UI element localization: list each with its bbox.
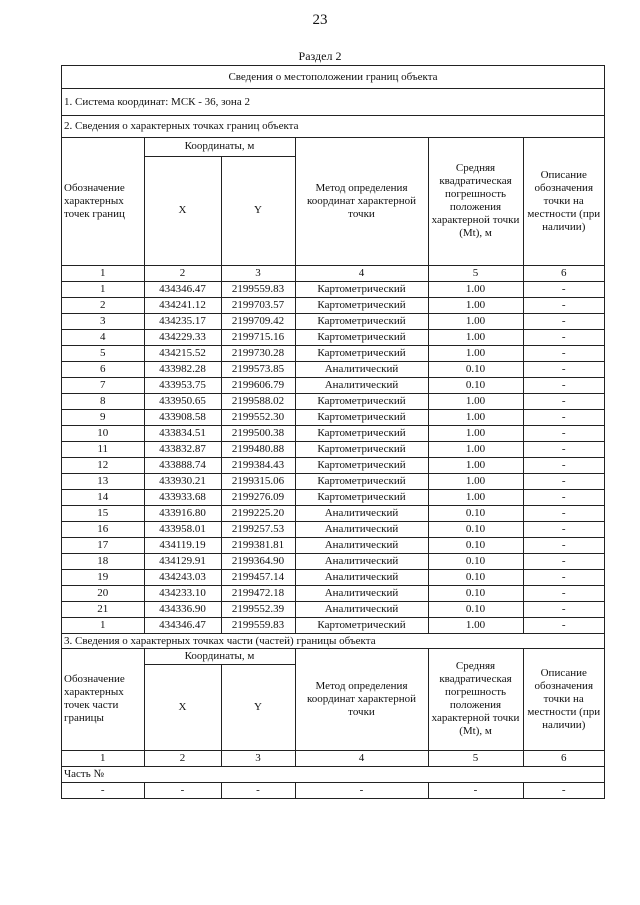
table-row xyxy=(62,281,604,297)
point-number: 9 xyxy=(62,409,144,425)
accuracy: 1.00 xyxy=(428,281,523,297)
method: Картометрический xyxy=(295,617,428,633)
description: - xyxy=(523,617,604,633)
header-y: Y xyxy=(221,665,295,751)
method: Картометрический xyxy=(295,393,428,409)
accuracy: 0.10 xyxy=(428,569,523,585)
point-number: 3 xyxy=(62,313,144,329)
table-row xyxy=(62,617,604,633)
x-coordinate: 433930.21 xyxy=(144,473,221,489)
page-number: 23 xyxy=(312,12,328,28)
header-x: X xyxy=(144,156,221,265)
accuracy: 0.10 xyxy=(428,585,523,601)
header-accuracy: Средняя квадратическая погрешность положения характерной точки (Mt), м xyxy=(428,138,523,265)
part3-title: 3. Сведения о характерных точках части (частей) границы объекта xyxy=(62,634,604,649)
col-number: 3 xyxy=(221,751,295,767)
method: Аналитический xyxy=(295,569,428,585)
x-coordinate: 433953.75 xyxy=(144,377,221,393)
table-row xyxy=(62,553,604,569)
column-number-row xyxy=(62,265,604,281)
description: - xyxy=(523,425,604,441)
header-description: Описание обозначения точки на местности (при наличии) xyxy=(523,649,604,751)
header-accuracy: Средняя квадратическая погрешность положения характерной точки (Mt), м xyxy=(428,649,523,751)
header-method: Метод определения координат характерной точки xyxy=(295,649,428,751)
table-row xyxy=(62,329,604,345)
table-row xyxy=(62,537,604,553)
method: Картометрический xyxy=(295,489,428,505)
point-number: 11 xyxy=(62,441,144,457)
header-method: Метод определения координат характерной точки xyxy=(295,138,428,265)
method: Аналитический xyxy=(295,521,428,537)
method: Аналитический xyxy=(295,377,428,393)
y-coordinate: 2199500.38 xyxy=(221,425,295,441)
description: - xyxy=(523,553,604,569)
method: Картометрический xyxy=(295,457,428,473)
header-coords: Координаты, м xyxy=(144,649,295,665)
accuracy: 1.00 xyxy=(428,473,523,489)
x-coordinate: 434336.90 xyxy=(144,601,221,617)
col-number: 5 xyxy=(428,751,523,767)
description: - xyxy=(523,313,604,329)
method: Картометрический xyxy=(295,313,428,329)
table-row xyxy=(62,585,604,601)
x-coordinate: 434243.03 xyxy=(144,569,221,585)
col-number: 6 xyxy=(523,751,604,767)
accuracy: 0.10 xyxy=(428,521,523,537)
y-coordinate: 2199715.16 xyxy=(221,329,295,345)
accuracy: 1.00 xyxy=(428,617,523,633)
method: Аналитический xyxy=(295,553,428,569)
point-number: 1 xyxy=(62,617,144,633)
point-number: 20 xyxy=(62,585,144,601)
y-coordinate: 2199480.88 xyxy=(221,441,295,457)
x-coordinate: 434129.91 xyxy=(144,553,221,569)
point-number: 6 xyxy=(62,361,144,377)
x-coordinate: 433958.01 xyxy=(144,521,221,537)
point-number: 21 xyxy=(62,601,144,617)
table-row xyxy=(62,473,604,489)
col-number: 5 xyxy=(428,265,523,281)
accuracy: 1.00 xyxy=(428,425,523,441)
description: - xyxy=(523,457,604,473)
table-row xyxy=(62,345,604,361)
col-number: 3 xyxy=(221,265,295,281)
point-number: 7 xyxy=(62,377,144,393)
x-coordinate: 433950.65 xyxy=(144,393,221,409)
header-description: Описание обозначения точки на местности (при наличии) xyxy=(523,138,604,265)
table-row xyxy=(62,393,604,409)
description: - xyxy=(523,361,604,377)
x-coordinate: 434229.33 xyxy=(144,329,221,345)
method: Картометрический xyxy=(295,281,428,297)
col-number: 6 xyxy=(523,265,604,281)
description: - xyxy=(523,281,604,297)
accuracy: 1.00 xyxy=(428,457,523,473)
document-title: Сведения о местоположении границ объекта xyxy=(62,66,604,89)
method: Аналитический xyxy=(295,601,428,617)
description: - xyxy=(523,585,604,601)
description: - xyxy=(523,297,604,313)
y-coordinate: 2199384.43 xyxy=(221,457,295,473)
x-coordinate: 433916.80 xyxy=(144,505,221,521)
accuracy: 0.10 xyxy=(428,601,523,617)
y-coordinate: 2199559.83 xyxy=(221,617,295,633)
y-coordinate: 2199257.53 xyxy=(221,521,295,537)
points-table xyxy=(62,138,604,634)
x-coordinate: 434233.10 xyxy=(144,585,221,601)
y-coordinate: 2199276.09 xyxy=(221,489,295,505)
col-number: 4 xyxy=(295,751,428,767)
accuracy: 1.00 xyxy=(428,313,523,329)
table-row xyxy=(62,409,604,425)
description: - xyxy=(523,393,604,409)
table-row xyxy=(62,521,604,537)
description: - xyxy=(523,441,604,457)
x-coordinate: 433888.74 xyxy=(144,457,221,473)
point-number: 18 xyxy=(62,553,144,569)
y-coordinate: 2199472.18 xyxy=(221,585,295,601)
part-empty-row xyxy=(62,783,604,799)
y-coordinate: 2199552.30 xyxy=(221,409,295,425)
method: Картометрический xyxy=(295,345,428,361)
x-coordinate: 434119.19 xyxy=(144,537,221,553)
accuracy: 0.10 xyxy=(428,377,523,393)
x-coordinate: 434346.47 xyxy=(144,617,221,633)
table-row xyxy=(62,377,604,393)
x-coordinate: 434235.17 xyxy=(144,313,221,329)
header-point-label: Обозначение характерных точек границ xyxy=(62,138,144,265)
point-number: 15 xyxy=(62,505,144,521)
accuracy: 1.00 xyxy=(428,409,523,425)
col-number: 2 xyxy=(144,265,221,281)
description: - xyxy=(523,601,604,617)
table-row xyxy=(62,505,604,521)
point-number: 13 xyxy=(62,473,144,489)
cell: - xyxy=(295,783,428,799)
x-coordinate: 434346.47 xyxy=(144,281,221,297)
description: - xyxy=(523,409,604,425)
description: - xyxy=(523,537,604,553)
y-coordinate: 2199703.57 xyxy=(221,297,295,313)
header-y: Y xyxy=(221,156,295,265)
part-points-table xyxy=(62,649,604,800)
accuracy: 1.00 xyxy=(428,297,523,313)
description: - xyxy=(523,473,604,489)
x-coordinate: 433982.28 xyxy=(144,361,221,377)
cell: - xyxy=(221,783,295,799)
description: - xyxy=(523,345,604,361)
point-number: 17 xyxy=(62,537,144,553)
point-number: 5 xyxy=(62,345,144,361)
x-coordinate: 433834.51 xyxy=(144,425,221,441)
table-row xyxy=(62,313,604,329)
y-coordinate: 2199381.81 xyxy=(221,537,295,553)
x-coordinate: 434241.12 xyxy=(144,297,221,313)
method: Аналитический xyxy=(295,537,428,553)
col-number: 4 xyxy=(295,265,428,281)
y-coordinate: 2199573.85 xyxy=(221,361,295,377)
method: Картометрический xyxy=(295,329,428,345)
table-row xyxy=(62,489,604,505)
coordinate-system: 1. Система координат: МСК - 36, зона 2 xyxy=(62,89,604,116)
point-number: 8 xyxy=(62,393,144,409)
y-coordinate: 2199559.83 xyxy=(221,281,295,297)
y-coordinate: 2199225.20 xyxy=(221,505,295,521)
description: - xyxy=(523,489,604,505)
point-number: 12 xyxy=(62,457,144,473)
table-row xyxy=(62,601,604,617)
table-row xyxy=(62,569,604,585)
col-number: 1 xyxy=(62,265,144,281)
accuracy: 0.10 xyxy=(428,505,523,521)
header-x: X xyxy=(144,665,221,751)
accuracy: 0.10 xyxy=(428,537,523,553)
point-number: 10 xyxy=(62,425,144,441)
part-number-label: Часть № xyxy=(62,767,604,783)
description: - xyxy=(523,569,604,585)
x-coordinate: 433933.68 xyxy=(144,489,221,505)
y-coordinate: 2199552.39 xyxy=(221,601,295,617)
method: Аналитический xyxy=(295,361,428,377)
accuracy: 1.00 xyxy=(428,489,523,505)
section-label: Раздел 2 xyxy=(298,49,342,63)
table-row xyxy=(62,441,604,457)
accuracy: 0.10 xyxy=(428,361,523,377)
table-row xyxy=(62,297,604,313)
method: Картометрический xyxy=(295,425,428,441)
table-row xyxy=(62,425,604,441)
method: Аналитический xyxy=(295,585,428,601)
y-coordinate: 2199588.02 xyxy=(221,393,295,409)
y-coordinate: 2199730.28 xyxy=(221,345,295,361)
point-number: 19 xyxy=(62,569,144,585)
x-coordinate: 433832.87 xyxy=(144,441,221,457)
y-coordinate: 2199606.79 xyxy=(221,377,295,393)
header-coords: Координаты, м xyxy=(144,138,295,156)
x-coordinate: 433908.58 xyxy=(144,409,221,425)
accuracy: 1.00 xyxy=(428,329,523,345)
cell: - xyxy=(144,783,221,799)
description: - xyxy=(523,329,604,345)
y-coordinate: 2199315.06 xyxy=(221,473,295,489)
point-number: 2 xyxy=(62,297,144,313)
description: - xyxy=(523,505,604,521)
y-coordinate: 2199709.42 xyxy=(221,313,295,329)
accuracy: 1.00 xyxy=(428,441,523,457)
header-part-point-label: Обозначение характерных точек части границы xyxy=(62,649,144,751)
x-coordinate: 434215.52 xyxy=(144,345,221,361)
method: Картометрический xyxy=(295,409,428,425)
description: - xyxy=(523,521,604,537)
col-number: 1 xyxy=(62,751,144,767)
accuracy: 1.00 xyxy=(428,393,523,409)
method: Картометрический xyxy=(295,473,428,489)
point-number: 14 xyxy=(62,489,144,505)
col-number: 2 xyxy=(144,751,221,767)
accuracy: 1.00 xyxy=(428,345,523,361)
cell: - xyxy=(523,783,604,799)
boundary-document xyxy=(61,65,605,799)
cell: - xyxy=(62,783,144,799)
accuracy: 0.10 xyxy=(428,553,523,569)
method: Картометрический xyxy=(295,441,428,457)
y-coordinate: 2199364.90 xyxy=(221,553,295,569)
method: Аналитический xyxy=(295,505,428,521)
method: Картометрический xyxy=(295,297,428,313)
table-row xyxy=(62,361,604,377)
column-number-row xyxy=(62,751,604,767)
point-number: 16 xyxy=(62,521,144,537)
point-number: 1 xyxy=(62,281,144,297)
y-coordinate: 2199457.14 xyxy=(221,569,295,585)
description: - xyxy=(523,377,604,393)
cell: - xyxy=(428,783,523,799)
point-number: 4 xyxy=(62,329,144,345)
part2-title: 2. Сведения о характерных точках границ объекта xyxy=(62,116,604,138)
table-row xyxy=(62,457,604,473)
